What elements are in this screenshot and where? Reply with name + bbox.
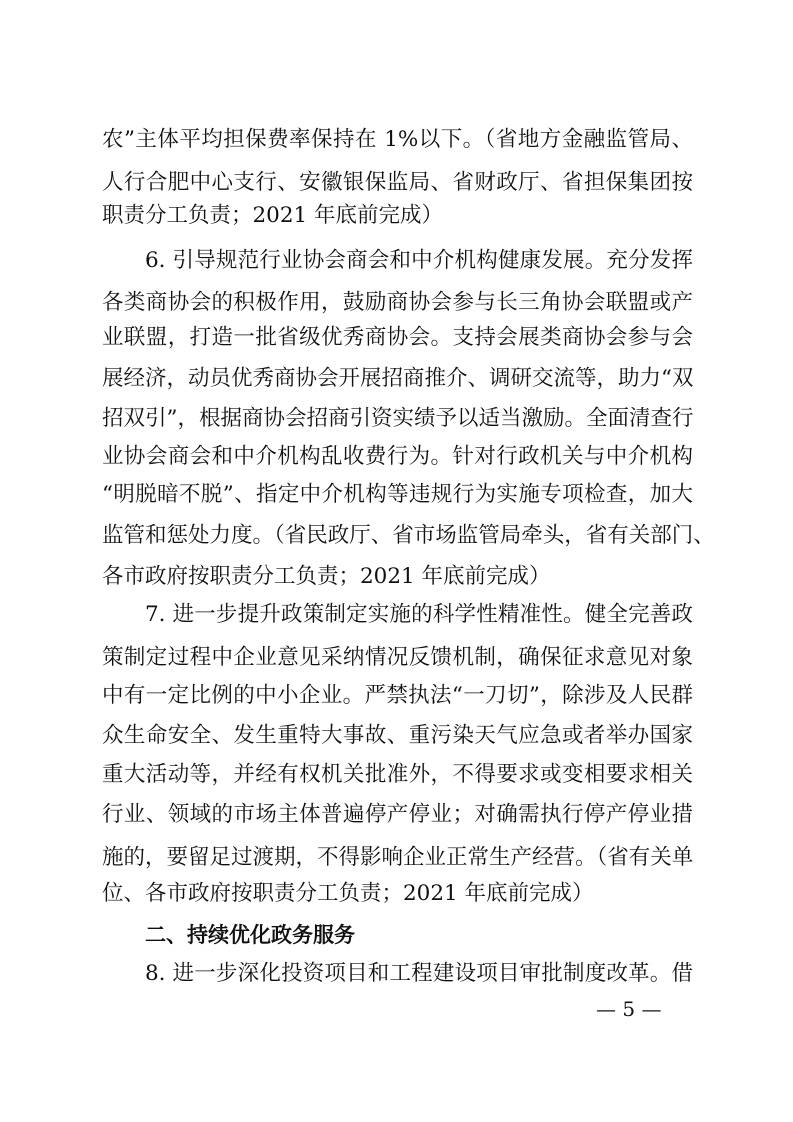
page-number: — 5 — [596, 997, 662, 1021]
text-line: 招双引”，根据商协会招商引资实绩予以适当激励。全面清查行 [102, 406, 694, 431]
text-line: 中有一定比例的中小企业。严禁执法“一刀切”，除涉及人民群 [102, 683, 693, 708]
text-line: 行业、领域的市场主体普遍停产停业；对确需执行停产停业措 [102, 802, 693, 827]
text-line: 策制定过程中企业意见采纳情况反馈机制，确保征求意见对象 [102, 645, 693, 670]
text-line: 人行合肥中心支行、安徽银保监局、省财政厅、省担保集团按 [102, 170, 693, 195]
text-line: 业协会商会和中介机构乱收费行为。针对行政机关与中介机构 [102, 444, 693, 469]
text-line: 位、各市政府按职责分工负责；2021 年底前完成） [102, 881, 594, 906]
text-line: 监管和惩处力度。（省民政厅、省市场监管局牵头，省有关部门、 [102, 523, 715, 548]
text-line: 展经济，动员优秀商协会开展招商推介、调研交流等，助力“双 [102, 366, 694, 391]
text-line: 重大活动等，并经有权机关批准外，不得要求或变相要求相关 [102, 762, 693, 787]
text-line: 施的，要留足过渡期，不得影响企业正常生产经营。（省有关单 [102, 845, 694, 870]
text-line: 业联盟，打造一批省级优秀商协会。支持会展类商协会参与会 [102, 325, 693, 350]
text-line: “明脱暗不脱”、指定中介机构等违规行为实施专项检查，加大 [102, 482, 693, 507]
text-line: 各类商协会的积极作用，鼓励商协会参与长三角协会联盟或产 [102, 290, 693, 315]
text-line: 8. 进一步深化投资项目和工程建设项目审批制度改革。借 [145, 961, 693, 986]
text-line: 各市政府按职责分工负责；2021 年底前完成） [102, 564, 551, 589]
text-line: 众生命安全、发生重特大事故、重污染天气应急或者举办国家 [102, 723, 693, 748]
text-line: 职责分工负责；2021 年底前完成） [102, 203, 444, 228]
section-heading: 二、持续优化政务服务 [145, 923, 355, 947]
text-line: 7. 进一步提升政策制定实施的科学性精准性。健全完善政 [145, 602, 693, 627]
text-line: 6. 引导规范行业协会商会和中介机构健康发展。充分发挥 [145, 248, 693, 273]
text-line: 农”主体平均担保费率保持在 1%以下。（省地方金融监管局、 [102, 127, 693, 152]
